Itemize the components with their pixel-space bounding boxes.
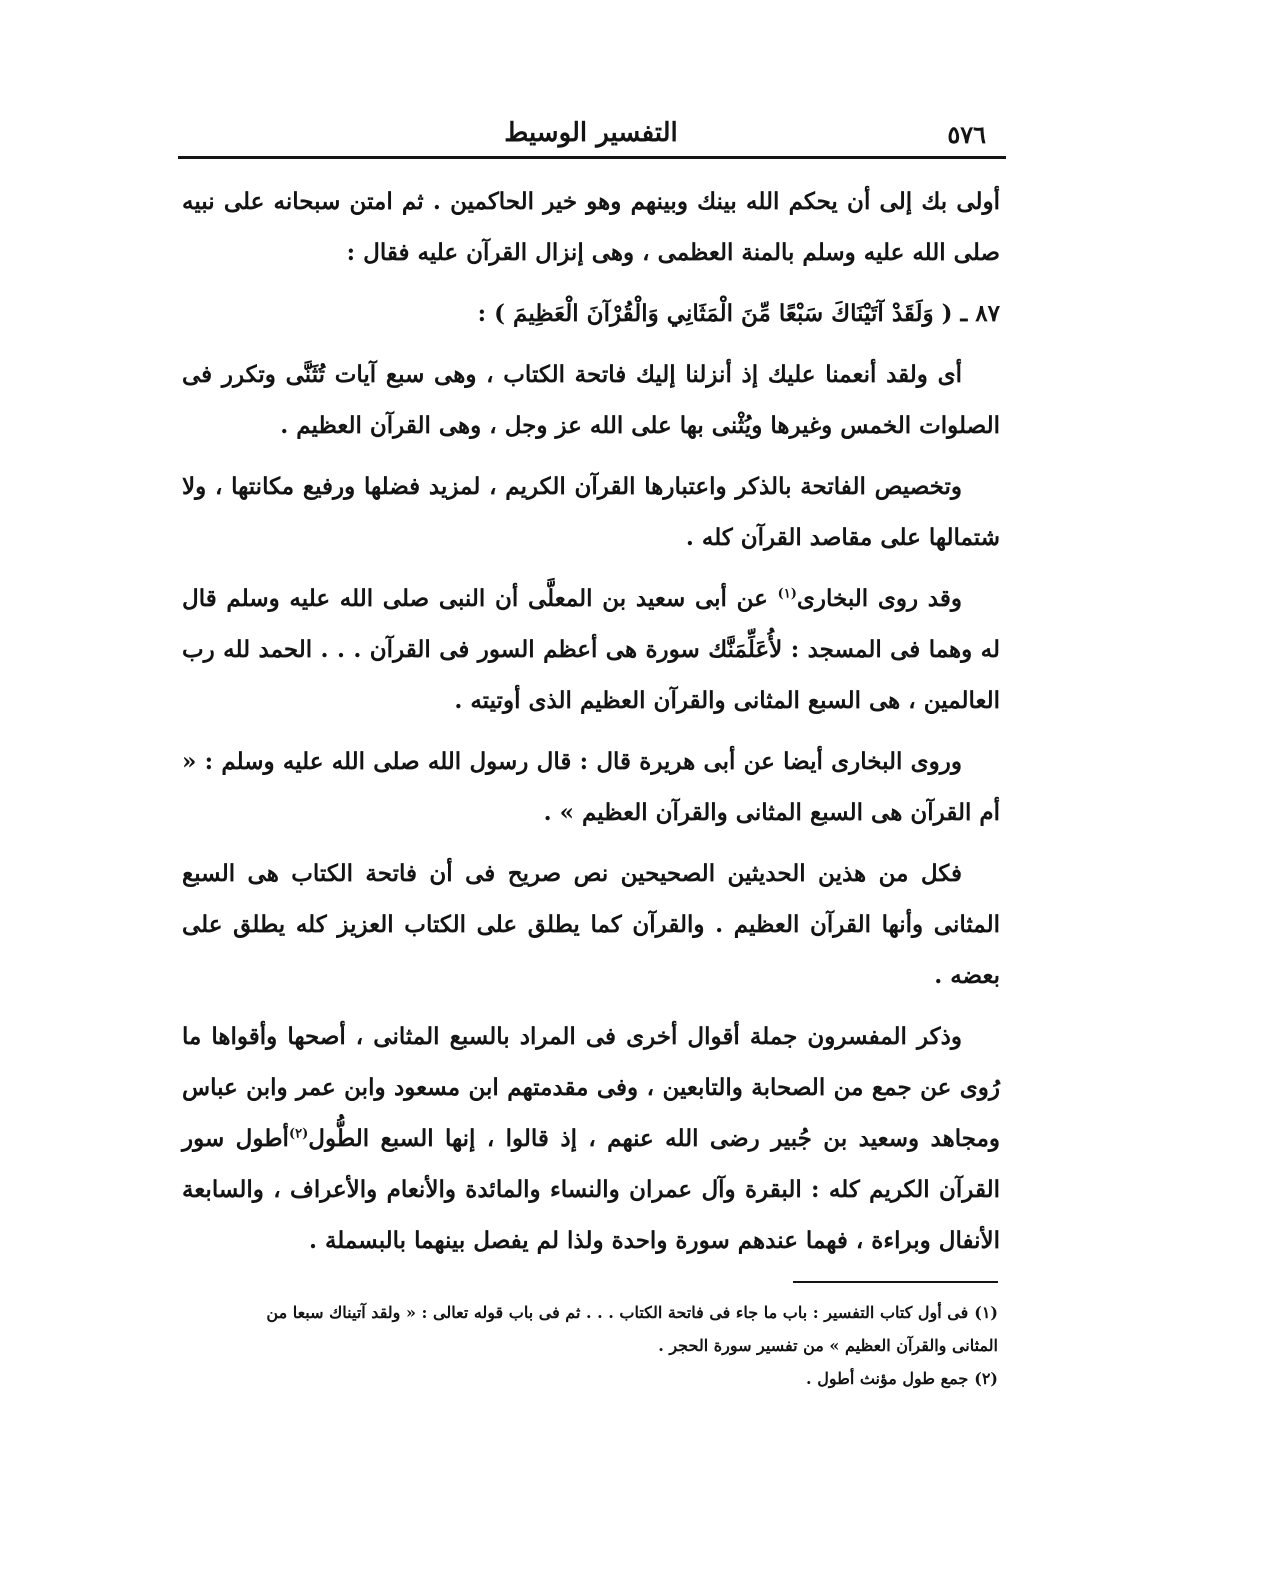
paragraph-bukhari-2: وروى البخارى أيضا عن أبى هريرة قال : قال رسول الله صلى الله عليه وسلم : « أم القرآن هى السبع المثانى والقرآن العظيم » . — [182, 748, 1000, 826]
footnotes — [240, 1296, 998, 1395]
page-header — [178, 112, 1004, 158]
paragraph-commentators — [182, 1011, 1000, 1266]
paragraph-text: وقد روى البخارى — [796, 585, 962, 612]
paragraph-fatiha: وتخصيص الفاتحة بالذكر واعتبارها القرآن الكريم ، لمزيد فضلها ورفيع مكانتها ، ولا شتمالها على مقاصد القرآن كله . — [182, 473, 1000, 551]
footnote-2 — [240, 1362, 998, 1395]
footnote-text: جمع طول مؤنث أطول . — [806, 1369, 969, 1388]
header-rule — [178, 156, 1006, 159]
paragraph-explanation: أى ولقد أنعمنا عليك إذ أنزلنا إليك فاتحة الكتاب ، وهى سبع آيات تُثَنَّى وتكرر فى الصلوات الخمس وغيرها ويُثْنى بها على الله عز وجل ، وهى القرآن العظيم . — [182, 361, 1000, 439]
footnote-number: (٢) — [974, 1369, 998, 1388]
footnote-number: (١) — [974, 1303, 998, 1322]
paragraph-bukhari-1 — [182, 573, 1000, 726]
footnote-ref: (١) — [777, 586, 797, 602]
footnote-rule — [793, 1281, 998, 1283]
footnote-1 — [240, 1296, 998, 1362]
verse-text: ( وَلَقَدْ آتَيْنَاكَ سَبْعًا مِّنَ الْمَثَانِي وَالْقُرْآنَ الْعَظِيمَ ) : — [477, 300, 953, 327]
body-text — [182, 176, 1000, 1266]
paragraph-intro: أولى بك إلى أن يحكم الله بينك وبينهم وهو خير الحاكمين . ثم امتن سبحانه على نبيه صلى الله عليه وسلم بالمنة العظمى ، وهى إنزال القرآن عليه فقال : — [182, 188, 1000, 266]
running-title: التفسير الوسيط — [504, 118, 678, 148]
paragraph-conclusion: فكل من هذين الحديثين الصحيحين نص صريح فى أن فاتحة الكتاب هى السبع المثانى وأنها القرآن العظيم . والقرآن كما يطلق على الكتاب العزيز كله يطلق على بعضه . — [182, 860, 1000, 989]
verse-number: ٨٧ ـ — [960, 300, 1000, 327]
footnote-ref: (٢) — [288, 1126, 309, 1142]
paragraph-text: وذكر المفسرون جملة أقوال أخرى فى المراد بالسبع المثانى ، أصحها وأقواها ما رُوى عن جمع من الصحابة والتابعين ، وفى مقدمتهم ابن مسعود وابن عمر وابن عباس ومجاهد وسعيد بن جُبير رضى الله عنهم ، إذ قالوا ، إنها السبع الطُّول — [182, 1023, 1000, 1152]
paragraph-text: أطول سور القرآن الكريم كله : البقرة وآل عمران والنساء والمائدة والأنعام والأعراف ، والسابعة الأنفال وبراءة ، فهما عندهم سورة واحدة ولذا لم يفصل بينهما بالبسملة . — [182, 1125, 1000, 1254]
paragraph-text: عن أبى سعيد بن المعلَّى أن النبى صلى الله عليه وسلم قال له وهما فى المسجد : لأُعَلِّمَنَّك سورة هى أعظم السور فى القرآن . . . الحمد لله رب العالمين ، هى السبع المثانى والقرآن العظيم الذى أوتيته . — [182, 585, 1000, 714]
footnote-text: فى أول كتاب التفسير : باب ما جاء فى فاتحة الكتاب . . . ثم فى باب قوله تعالى : « ولقد آتيناك سبعا من المثانى والقرآن العظيم » من تفسير سورة الحجر . — [266, 1303, 998, 1355]
page-number: ٥٧٦ — [947, 120, 986, 149]
quran-verse — [182, 288, 1000, 339]
